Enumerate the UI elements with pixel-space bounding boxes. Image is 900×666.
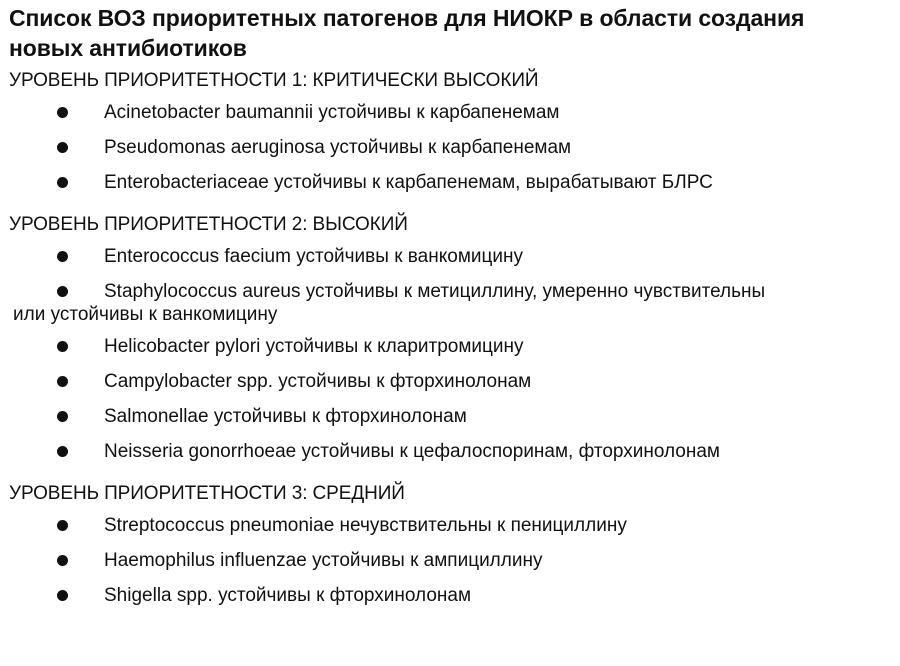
document-page — [9, 0, 894, 613]
pathogen-text: Helicobacter pylori устойчивы к кларитромицину — [104, 336, 524, 357]
pathogen-item — [9, 364, 894, 399]
pathogen-text: Pseudomonas aeruginosa устойчивы к карбапенемам — [104, 137, 572, 158]
pathogen-text: Shigella spp. устойчивы к фторхинолонам — [104, 585, 472, 606]
pathogen-list-3 — [9, 508, 894, 613]
bullet-icon — [57, 520, 68, 531]
bullet-icon — [57, 251, 68, 262]
pathogen-item — [9, 543, 894, 578]
document-title-line-1: Список ВОЗ приоритетных патогенов для НИОКР в области создания — [9, 5, 805, 31]
pathogen-text: Enterobacteriaceae устойчивы к карбапенемам, вырабатывают БЛРС — [104, 172, 713, 193]
priority-section-2 — [9, 213, 894, 469]
bullet-icon — [57, 590, 68, 601]
pathogen-item — [9, 239, 894, 274]
priority-heading-1: УРОВЕНЬ ПРИОРИТЕТНОСТИ 1: КРИТИЧЕСКИ ВЫСОКИЙ — [9, 70, 539, 91]
bullet-icon — [57, 286, 68, 297]
priority-section-1 — [9, 69, 894, 200]
pathogen-text: Neisseria gonorrhoeae устойчивы к цефалоспоринам, фторхинолонам — [104, 441, 720, 462]
bullet-icon — [57, 446, 68, 457]
pathogen-item — [9, 434, 894, 469]
pathogen-list-2 — [9, 239, 894, 469]
priority-heading-3: УРОВЕНЬ ПРИОРИТЕТНОСТИ 3: СРЕДНИЙ — [9, 483, 405, 504]
pathogen-text: Streptococcus pneumoniae нечувствительны к пенициллину — [104, 515, 627, 536]
bullet-icon — [57, 142, 68, 153]
pathogen-item — [9, 165, 894, 200]
pathogen-text: Acinetobacter baumannii устойчивы к карбапенемам — [104, 102, 560, 123]
priority-heading-2: УРОВЕНЬ ПРИОРИТЕТНОСТИ 2: ВЫСОКИЙ — [9, 214, 408, 235]
bullet-icon — [57, 177, 68, 188]
pathogen-text-continuation: или устойчивы к ванкомицину — [13, 304, 278, 325]
pathogen-text: Enterococcus faecium устойчивы к ванкомицину — [104, 246, 523, 267]
pathogen-item — [9, 274, 894, 329]
pathogen-text: Staphylococcus aureus устойчивы к метициллину, умеренно чувствительны — [104, 281, 766, 302]
pathogen-item — [9, 508, 894, 543]
pathogen-list-1 — [9, 95, 894, 200]
pathogen-item — [9, 399, 894, 434]
document-title — [9, 3, 894, 63]
pathogen-text: Salmonellae устойчивы к фторхинолонам — [104, 406, 467, 427]
bullet-icon — [57, 555, 68, 566]
pathogen-text: Campylobacter spp. устойчивы к фторхинолонам — [104, 371, 532, 392]
pathogen-text: Haemophilus influenzae устойчивы к ампициллину — [104, 550, 543, 571]
bullet-icon — [57, 107, 68, 118]
bullet-icon — [57, 411, 68, 422]
priority-section-3 — [9, 482, 894, 613]
pathogen-item — [9, 130, 894, 165]
pathogen-item — [9, 95, 894, 130]
bullet-icon — [57, 376, 68, 387]
pathogen-item — [9, 578, 894, 613]
document-title-line-2: новых антибиотиков — [9, 35, 247, 61]
bullet-icon — [57, 341, 68, 352]
pathogen-item — [9, 329, 894, 364]
